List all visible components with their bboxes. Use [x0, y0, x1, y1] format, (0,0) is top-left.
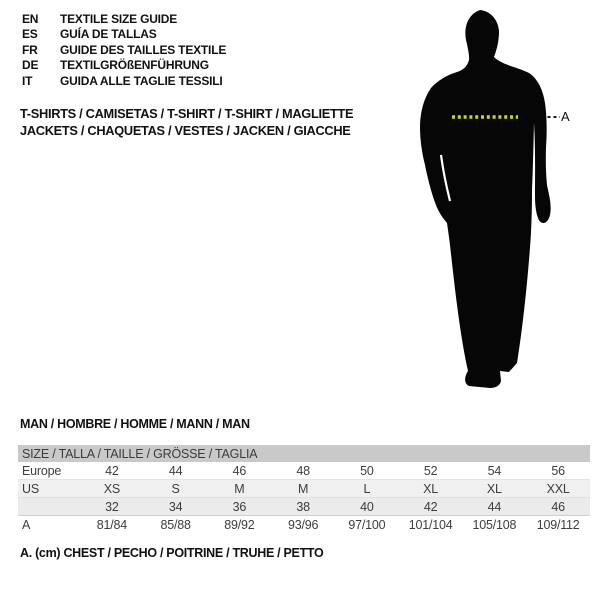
language-row [22, 74, 226, 89]
category-jackets: JACKETS / CHAQUETAS / VESTES / JACKEN / GIACCHE [20, 123, 351, 138]
size-table-header: SIZE / TALLA / TAILLE / GRÖSSE / TAGLIA [18, 445, 590, 462]
language-code: ES [22, 27, 38, 42]
size-cell: 105/108 [472, 517, 517, 532]
size-cell: 101/104 [408, 517, 453, 532]
size-cell: 48 [296, 463, 310, 478]
language-title: TEXTILE SIZE GUIDE [60, 12, 178, 26]
size-cell: 44 [168, 463, 183, 478]
size-cell: 56 [551, 463, 565, 478]
size-cell: 38 [296, 499, 310, 514]
size-cell: 89/92 [224, 517, 255, 532]
size-cell: 46 [232, 463, 247, 478]
man-silhouette [405, 5, 575, 400]
language-code: DE [22, 58, 39, 73]
man-silhouette-path [420, 10, 551, 388]
size-cell: XL [486, 481, 502, 496]
language-code: IT [22, 73, 33, 88]
language-row [22, 43, 226, 58]
footnote-chest: A. (cm) CHEST / PECHO / POITRINE / TRUHE / PETTO [20, 546, 324, 560]
size-cell: 32 [105, 499, 119, 514]
size-cell: S [171, 481, 180, 496]
size-cell: L [363, 481, 371, 496]
row-label: US [22, 481, 39, 496]
size-table-header-row [18, 445, 590, 462]
size-row-us [18, 480, 590, 498]
size-row-chest [18, 516, 590, 534]
size-cell: 93/96 [287, 517, 319, 532]
language-code: FR [22, 42, 38, 57]
size-cell: 40 [360, 499, 374, 514]
size-cell: 46 [551, 499, 565, 514]
size-cell: 36 [232, 499, 247, 514]
size-cell: 81/84 [96, 517, 128, 532]
size-cell: M [298, 481, 309, 496]
size-row-numeric [18, 498, 590, 516]
category-tshirts: T-SHIRTS / CAMISETAS / T-SHIRT / T-SHIRT / MAGLIETTE [20, 106, 354, 121]
language-title: GUÍA DE TALLAS [60, 27, 157, 42]
size-cell: 42 [423, 499, 438, 514]
language-title: GUIDE DES TAILLES TEXTILE [60, 42, 227, 57]
language-row [22, 58, 226, 73]
language-code: EN [22, 12, 39, 26]
size-cell: 50 [360, 463, 374, 478]
size-cell: M [234, 481, 245, 496]
size-cell: 85/88 [160, 517, 191, 532]
size-cell: 97/100 [348, 517, 386, 532]
size-cell: XS [103, 481, 121, 496]
size-cell: XL [423, 481, 439, 496]
size-cell: XXL [546, 481, 570, 496]
size-cell: 52 [423, 463, 438, 478]
size-cell: 54 [487, 463, 502, 478]
size-row-europe [18, 462, 590, 480]
measure-label-a: A [561, 109, 570, 124]
size-cell: 109/112 [536, 517, 580, 532]
language-list [22, 12, 226, 89]
size-cell: 44 [487, 499, 502, 514]
row-label: A [22, 517, 31, 532]
language-title: TEXTILGRÖßENFÜHRUNG [60, 58, 209, 73]
category-lines [20, 105, 353, 139]
language-row [22, 12, 226, 27]
language-title: GUIDA ALLE TAGLIE TESSILI [60, 73, 223, 88]
size-table [18, 445, 590, 533]
size-cell: 34 [168, 499, 183, 514]
section-title-man: MAN / HOMBRE / HOMME / MANN / MAN [20, 417, 250, 431]
size-cell: 42 [105, 463, 119, 478]
row-label [18, 498, 80, 516]
language-row [22, 27, 226, 42]
row-label: Europe [22, 463, 62, 478]
